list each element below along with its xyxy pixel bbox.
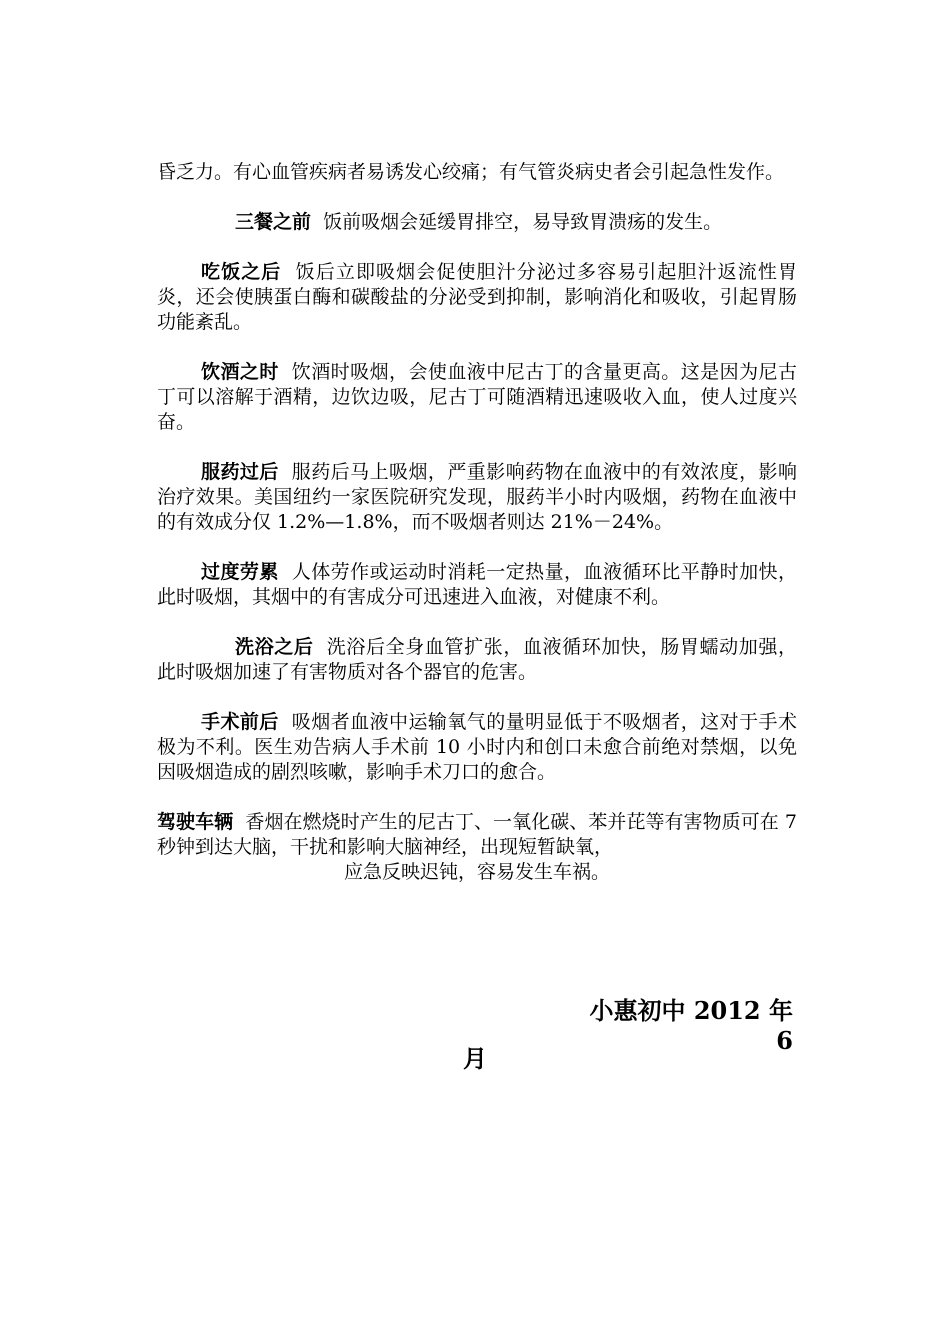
paragraph-intro xyxy=(157,160,797,185)
paragraph-tail: 应急反映迟钝，容易发生车祸。 xyxy=(343,861,610,883)
paragraph-while-drinking xyxy=(157,360,797,435)
paragraph-heading: 饮酒之时 xyxy=(201,361,279,383)
paragraph-heading: 服药过后 xyxy=(201,461,279,483)
paragraph-text: 服药后马上吸烟，严重影响药物在血液中的有效浓度，影响治疗效果。美国纽约一家医院研究发现，服药半小时内吸烟，药物在血液中的有效成分仅 1.2%—1.8%，而不吸烟者则达 21%－24%。 xyxy=(157,461,797,533)
paragraph-after-bath xyxy=(157,635,797,685)
paragraph-text: 饭前吸烟会延缓胃排空，易导致胃溃疡的发生。 xyxy=(323,211,723,233)
paragraph-driving xyxy=(157,810,797,885)
paragraph-heading: 驾驶车辆 xyxy=(157,811,234,833)
paragraph-after-meals xyxy=(157,260,797,335)
paragraph-heading: 过度劳累 xyxy=(201,561,279,583)
paragraph-heading: 三餐之前 xyxy=(235,211,312,233)
paragraph-heading: 吃饭之后 xyxy=(201,261,282,283)
paragraph-heading: 洗浴之后 xyxy=(235,636,314,658)
paragraph-text: 洗浴后全身血管扩张，血液循环加快，肠胃蠕动加强，此时吸烟加速了有害物质对各个器官的危害。 xyxy=(157,636,797,683)
paragraph-text: 吸烟者血液中运输氧气的量明显低于不吸烟者，这对于手术极为不利。医生劝告病人手术前 10 小时内和创口未愈合前绝对禁烟，以免因吸烟造成的剧烈咳嗽，影响手术刀口的愈合。 xyxy=(157,711,797,783)
signature-line-1: 小惠初中 2012 年 6 xyxy=(589,996,793,1055)
paragraph-text: 昏乏力。有心血管疾病者易诱发心绞痛；有气管炎病史者会引起急性发作。 xyxy=(157,161,785,183)
paragraph-text: 饮酒时吸烟，会使血液中尼古丁的含量更高。这是因为尼古丁可以溶解于酒精，边饮边吸，尼古丁可随酒精迅速吸收入血，使人过度兴奋。 xyxy=(157,361,797,433)
paragraph-overtired xyxy=(157,560,797,610)
paragraph-text: 香烟在燃烧时产生的尼古丁、一氧化碳、苯并芘等有害物质可在 7 秒钟到达大脑，干扰和影响大脑神经，出现短暂缺氧， xyxy=(157,811,797,858)
paragraph-text: 饭后立即吸烟会促使胆汁分泌过多容易引起胆汁返流性胃炎，还会使胰蛋白酶和碳酸盐的分泌受到抑制，影响消化和吸收，引起胃肠功能紊乱。 xyxy=(157,261,797,333)
document-body xyxy=(157,160,797,885)
paragraph-after-medicine xyxy=(157,460,797,535)
paragraph-heading: 手术前后 xyxy=(201,711,279,733)
paragraph-before-meals xyxy=(157,210,797,235)
paragraph-surgery xyxy=(157,710,797,785)
paragraph-text: 人体劳作或运动时消耗一定热量，血液循环比平静时加快，此时吸烟，其烟中的有害成分可迅速进入血液，对健康不利。 xyxy=(157,561,797,608)
signature-line-2: 月 xyxy=(463,1044,487,1073)
